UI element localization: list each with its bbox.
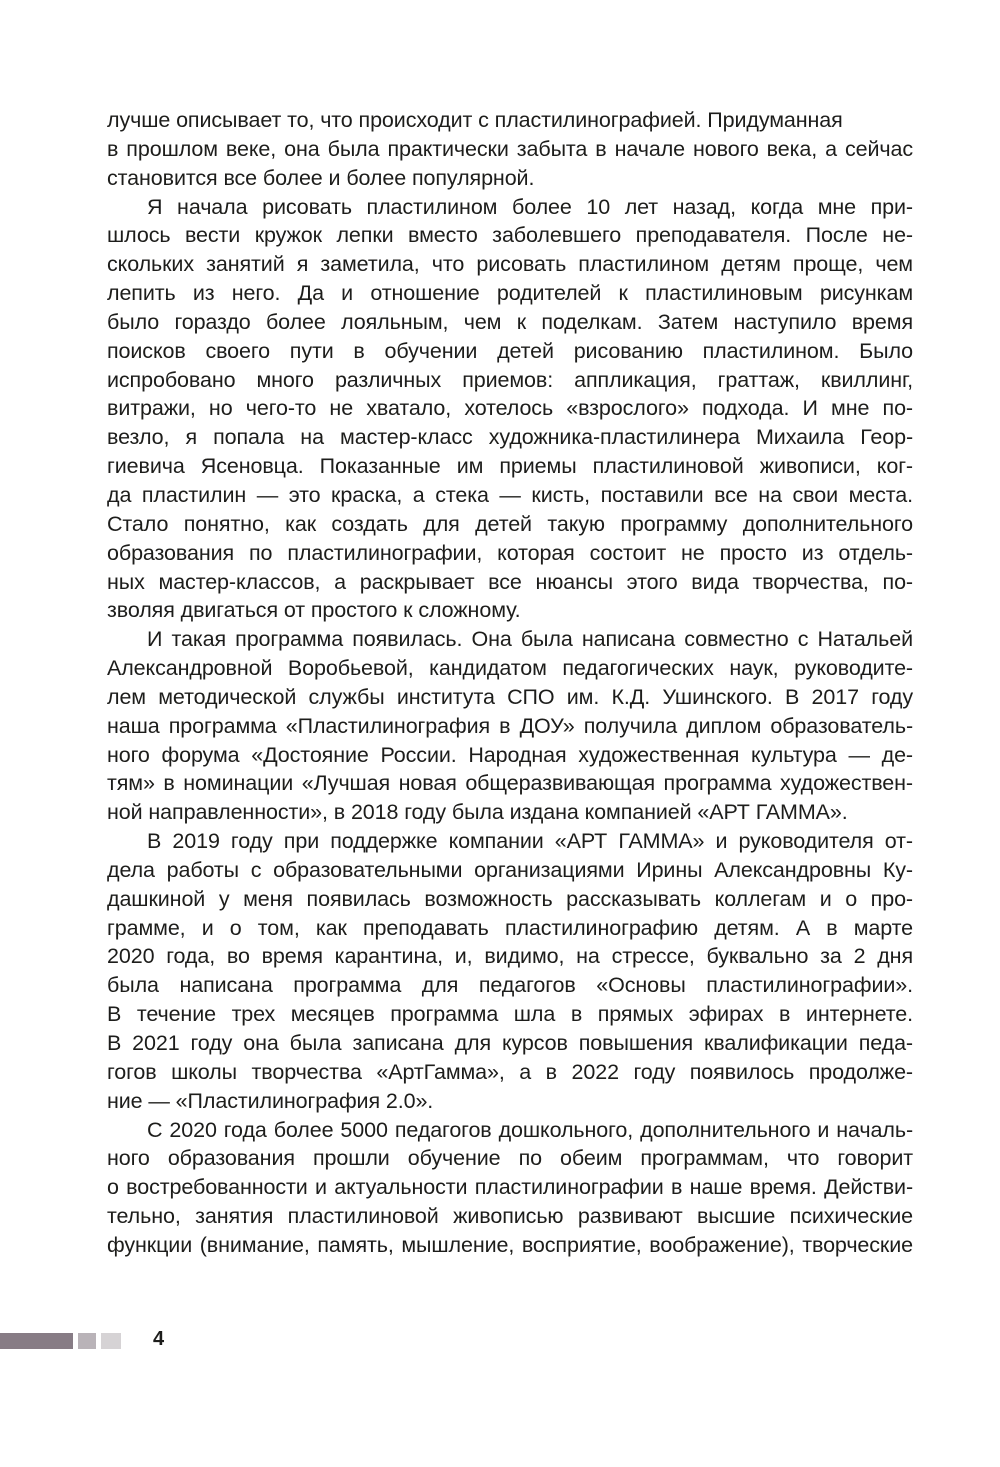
page-footer-decoration	[0, 1333, 300, 1349]
text-line: функции (внимание, память, мышление, восприятие, воображение), творческие	[107, 1232, 913, 1257]
text-line: в прошлом веке, она была практически забыта в начале нового века, а сейчас	[107, 136, 913, 161]
text-line: лепить из него. Да и отношение родителей к пластилиновым рисункам	[107, 281, 913, 306]
text-line: ного образования прошли обучение по обеим программам, что говорит	[107, 1146, 913, 1171]
footer-bar-light	[101, 1333, 121, 1349]
text-line: ние — «Пластилинография 2.0».	[107, 1088, 434, 1113]
text-line: становится все более и более популярной.	[107, 165, 535, 190]
text-line: да пластилин — это краска, а стека — кисть, поставили все на свои места.	[107, 482, 913, 507]
text-line: тям» в номинации «Лучшая новая общеразвивающая программа художествен-	[107, 771, 913, 796]
text-line: витражи, но чего-то не хватало, хотелось «взрослого» подхода. И мне по-	[107, 396, 913, 421]
text-line: тельно, занятия пластилиновой живописью развивают высшие психические	[107, 1204, 913, 1229]
text-line: ных мастер-классов, а раскрывает все нюансы этого вида творчества, по-	[107, 569, 913, 594]
text-line: лучше описывает то, что происходит с пластилинографией. Придуманная	[107, 108, 843, 132]
text-line: В 2019 году при поддержке компании «АРТ ГАММА» и руководителя от-	[147, 829, 913, 854]
text-line: гогов школы творчества «АртГамма», а в 2022 году появилось продолже-	[107, 1059, 913, 1084]
text-line: дашкиной у меня появилась возможность рассказывать коллегам и о про-	[107, 886, 913, 911]
text-line: В 2021 году она была записана для курсов повышения квалификации педа-	[107, 1031, 913, 1055]
footer-bar-dark	[0, 1333, 73, 1349]
text-line: ного форума «Достояние России. Народная художественная культура — де-	[107, 742, 913, 767]
text-line: образования по пластилинографии, которая состоит не просто из отдель-	[107, 540, 913, 565]
footer-bar-medium	[78, 1333, 96, 1349]
text-line: дела работы с образовательными организациями Ирины Александровны Ку-	[107, 857, 913, 882]
text-line: наша программа «Пластилинография в ДОУ» получила диплом образователь-	[107, 713, 913, 738]
text-line: везло, я попала на мастер-класс художника-пластилинера Михаила Геор-	[107, 425, 913, 450]
text-line: была написана программа для педагогов «Основы пластилинографии».	[107, 973, 913, 998]
text-line: о востребованности и актуальности пластилинографии в наше время. Действи-	[107, 1175, 913, 1200]
text-line: И такая программа появилась. Она была написана совместно с Натальей	[147, 627, 913, 652]
text-line: Александровной Воробьевой, кандидатом педагогических наук, руководите-	[107, 656, 913, 681]
text-line: гиевича Ясеновца. Показанные им приемы пластилиновой живописи, ког-	[107, 454, 913, 479]
text-line: Стало понятно, как создать для детей такую программу дополнительного	[107, 511, 913, 536]
text-line: шлось вести кружок лепки вместо заболевшего преподавателя. После не-	[107, 223, 913, 248]
text-line: В течение трех месяцев программа шла в прямых эфирах в интернете.	[107, 1002, 913, 1027]
text-line: лем методической службы института СПО им. К.Д. Ушинского. В 2017 году	[107, 684, 913, 709]
text-line: грамме, и о том, как преподавать пластилинографию детям. А в марте	[107, 915, 913, 940]
text-line: ной направленности», в 2018 году была издана компанией «АРТ ГАММА».	[107, 800, 848, 825]
text-line: испробовано много различных приемов: аппликация, граттаж, квиллинг,	[107, 367, 913, 392]
text-line: скольких занятий я заметила, что рисовать пластилином детям проще, чем	[107, 252, 913, 277]
page-number: 4	[153, 1328, 165, 1350]
text-line: Я начала рисовать пластилином более 10 лет назад, когда мне при-	[147, 194, 913, 219]
body-text	[107, 106, 913, 1260]
text-line: зволяя двигаться от простого к сложному.	[107, 598, 521, 623]
text-line: С 2020 года более 5000 педагогов дошкольного, дополнительного и началь-	[147, 1117, 913, 1142]
text-line: поисков своего пути в обучении детей рисованию пластилином. Было	[107, 338, 913, 363]
text-line: было гораздо более лояльным, чем к поделкам. Затем наступило время	[107, 309, 913, 334]
text-line: 2020 года, во время карантина, и, видимо, на стрессе, буквально за 2 дня	[107, 944, 913, 969]
